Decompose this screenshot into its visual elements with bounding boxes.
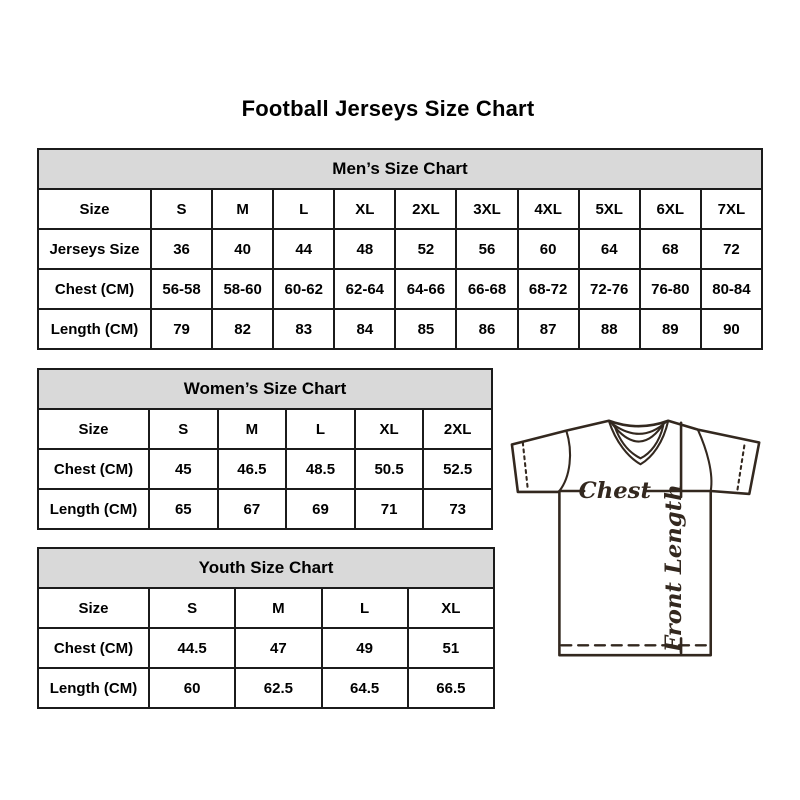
value-cell: 67 [218,489,287,529]
value-cell: 82 [212,309,273,349]
value-cell: 69 [286,489,355,529]
value-cell: 64-66 [395,269,456,309]
row-label-cell: Size [38,409,149,449]
value-cell: 44.5 [149,628,235,668]
row-label-cell: Jerseys Size [38,229,151,269]
value-cell: XL [334,189,395,229]
value-cell: 68-72 [518,269,579,309]
value-cell: XL [355,409,424,449]
value-cell: 48 [334,229,395,269]
value-cell: 71 [355,489,424,529]
value-cell: L [322,588,408,628]
value-cell: 85 [395,309,456,349]
value-cell: M [212,189,273,229]
mens-size-chart-table [37,148,763,350]
value-cell: 44 [273,229,334,269]
value-cell: 89 [640,309,701,349]
value-cell: 79 [151,309,212,349]
value-cell: 80-84 [701,269,762,309]
value-cell: 84 [334,309,395,349]
jersey-measurement-diagram [505,398,777,670]
youth-size-chart-table [37,547,495,709]
table-title: Youth Size Chart [38,548,494,588]
value-cell: 86 [456,309,517,349]
table-row [38,189,762,229]
front-length-measure-label: Front Length [661,484,688,652]
value-cell: 90 [701,309,762,349]
value-cell: 40 [212,229,273,269]
value-cell: 2XL [423,409,492,449]
value-cell: 49 [322,628,408,668]
value-cell: S [151,189,212,229]
value-cell: 3XL [456,189,517,229]
value-cell: 52 [395,229,456,269]
value-cell: 62.5 [235,668,321,708]
value-cell: 73 [423,489,492,529]
value-cell: 47 [235,628,321,668]
value-cell: 88 [579,309,640,349]
value-cell: 83 [273,309,334,349]
table-row [38,668,494,708]
value-cell: XL [408,588,494,628]
row-label-cell: Length (CM) [38,668,149,708]
value-cell: 66.5 [408,668,494,708]
table-row [38,269,762,309]
row-label-cell: Chest (CM) [38,628,149,668]
value-cell: 51 [408,628,494,668]
row-label-cell: Length (CM) [38,309,151,349]
row-label-cell: Size [38,588,149,628]
table-row [38,588,494,628]
value-cell: S [149,409,218,449]
table-row [38,229,762,269]
row-label-cell: Chest (CM) [38,269,151,309]
value-cell: 56-58 [151,269,212,309]
table-title: Men’s Size Chart [38,149,762,189]
value-cell: 50.5 [355,449,424,489]
value-cell: 58-60 [212,269,273,309]
chest-measure-label: Chest [578,477,651,504]
row-label-cell: Length (CM) [38,489,149,529]
value-cell: 68 [640,229,701,269]
value-cell: S [149,588,235,628]
value-cell: 48.5 [286,449,355,489]
page-title: Football Jerseys Size Chart [241,96,535,121]
table-row [38,309,762,349]
table-row [38,489,492,529]
womens-size-chart-table [37,368,493,530]
value-cell: 65 [149,489,218,529]
value-cell: 56 [456,229,517,269]
value-cell: 72 [701,229,762,269]
table-row [38,409,492,449]
value-cell: 6XL [640,189,701,229]
value-cell: 36 [151,229,212,269]
value-cell: 72-76 [579,269,640,309]
value-cell: 5XL [579,189,640,229]
value-cell: 2XL [395,189,456,229]
value-cell: M [235,588,321,628]
value-cell: L [286,409,355,449]
table-title: Women’s Size Chart [38,369,492,409]
value-cell: 45 [149,449,218,489]
value-cell: 76-80 [640,269,701,309]
value-cell: 52.5 [423,449,492,489]
value-cell: 60-62 [273,269,334,309]
table-row [38,449,492,489]
value-cell: 4XL [518,189,579,229]
value-cell: 60 [518,229,579,269]
value-cell: 7XL [701,189,762,229]
value-cell: 66-68 [456,269,517,309]
value-cell: 64.5 [322,668,408,708]
table-row [38,628,494,668]
value-cell: 87 [518,309,579,349]
value-cell: L [273,189,334,229]
value-cell: 64 [579,229,640,269]
row-label-cell: Size [38,189,151,229]
value-cell: 62-64 [334,269,395,309]
value-cell: 46.5 [218,449,287,489]
row-label-cell: Chest (CM) [38,449,149,489]
value-cell: 60 [149,668,235,708]
value-cell: M [218,409,287,449]
